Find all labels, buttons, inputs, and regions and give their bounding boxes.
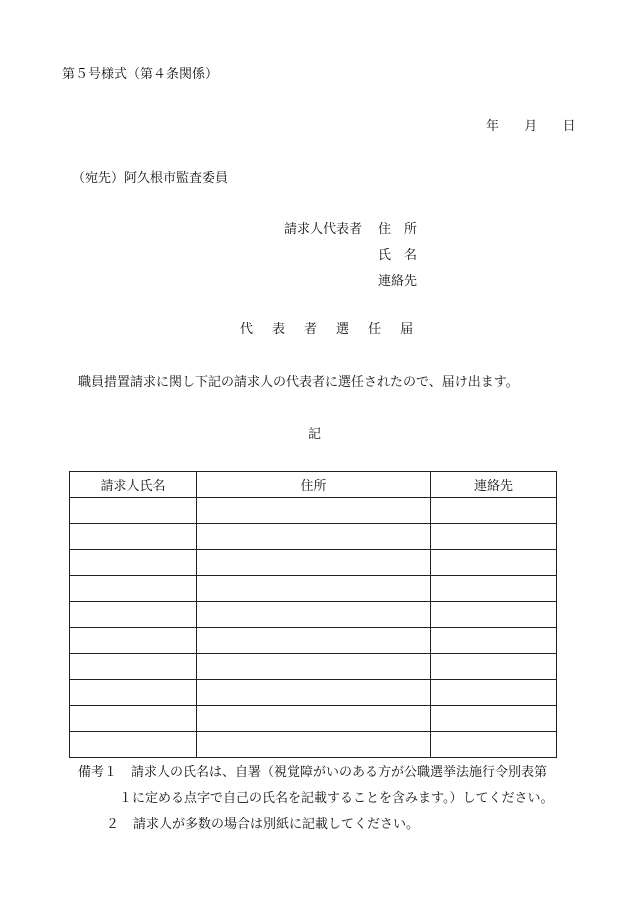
name-label: 氏 名	[378, 248, 418, 263]
table-row	[70, 628, 557, 654]
representative-label: 請求人代表者	[284, 222, 363, 237]
claimant-table	[69, 471, 557, 758]
cell-address[interactable]	[197, 654, 431, 680]
table-row	[70, 654, 557, 680]
cell-contact[interactable]	[431, 550, 557, 576]
cell-claimant-name[interactable]	[70, 654, 197, 680]
note-prefix: 備考１	[78, 765, 118, 780]
title-char: 任	[368, 322, 382, 337]
cell-contact[interactable]	[431, 680, 557, 706]
date-day-label: 日	[562, 119, 576, 134]
title-char: 者	[304, 322, 318, 337]
cell-contact[interactable]	[431, 498, 557, 524]
cell-claimant-name[interactable]	[70, 524, 197, 550]
title-char: 届	[400, 322, 414, 337]
cell-contact[interactable]	[431, 524, 557, 550]
header-address: 住所	[197, 472, 431, 498]
date-year-label: 年	[486, 119, 500, 134]
table-row	[70, 680, 557, 706]
table-body	[70, 498, 557, 758]
cell-claimant-name[interactable]	[70, 628, 197, 654]
cell-contact[interactable]	[431, 576, 557, 602]
contact-label: 連絡先	[378, 274, 418, 289]
cell-address[interactable]	[197, 680, 431, 706]
note-1-text: 請求人の氏名は、自署（視覚障がいのある方が公職選挙法施行令別表第	[131, 765, 548, 780]
cell-claimant-name[interactable]	[70, 498, 197, 524]
note-2	[106, 817, 419, 833]
cell-claimant-name[interactable]	[70, 706, 197, 732]
header-contact: 連絡先	[431, 472, 557, 498]
cell-address[interactable]	[197, 576, 431, 602]
table-row	[70, 732, 557, 758]
cell-claimant-name[interactable]	[70, 732, 197, 758]
cell-address[interactable]	[197, 732, 431, 758]
cell-contact[interactable]	[431, 654, 557, 680]
cell-address[interactable]	[197, 602, 431, 628]
table-row	[70, 550, 557, 576]
note-2-number: ２	[106, 817, 120, 832]
cell-address[interactable]	[197, 706, 431, 732]
note-2-text: 請求人が多数の場合は別紙に記載してください。	[133, 817, 420, 832]
cell-address[interactable]	[197, 550, 431, 576]
table-row	[70, 706, 557, 732]
date-month-label: 月	[524, 119, 538, 134]
table-row	[70, 498, 557, 524]
cell-claimant-name[interactable]	[70, 602, 197, 628]
header-claimant-name: 請求人氏名	[70, 472, 197, 498]
statement: 職員措置請求に関し下記の請求人の代表者に選任されたので、届け出ます。	[78, 375, 519, 390]
cell-contact[interactable]	[431, 628, 557, 654]
cell-address[interactable]	[197, 628, 431, 654]
note-1-line-2: １に定める点字で自己の氏名を記載することを含みます。）してください。	[119, 791, 554, 806]
cell-claimant-name[interactable]	[70, 680, 197, 706]
cell-claimant-name[interactable]	[70, 550, 197, 576]
addressee: （宛先）阿久根市監査委員	[72, 171, 229, 186]
cell-contact[interactable]	[431, 732, 557, 758]
document-title	[240, 322, 413, 338]
address-label: 住 所	[378, 222, 418, 237]
table-row	[70, 524, 557, 550]
ki-heading: 記	[308, 427, 322, 442]
cell-claimant-name[interactable]	[70, 576, 197, 602]
cell-address[interactable]	[197, 498, 431, 524]
table-row	[70, 602, 557, 628]
cell-address[interactable]	[197, 524, 431, 550]
table-row	[70, 576, 557, 602]
note-1-line-1	[78, 765, 547, 781]
form-number: 第５号様式（第４条関係）	[62, 67, 219, 82]
title-char: 選	[336, 322, 350, 337]
date-line	[486, 119, 576, 135]
title-char: 代	[240, 322, 254, 337]
cell-contact[interactable]	[431, 602, 557, 628]
cell-contact[interactable]	[431, 706, 557, 732]
table-header-row	[70, 472, 557, 498]
title-char: 表	[272, 322, 286, 337]
